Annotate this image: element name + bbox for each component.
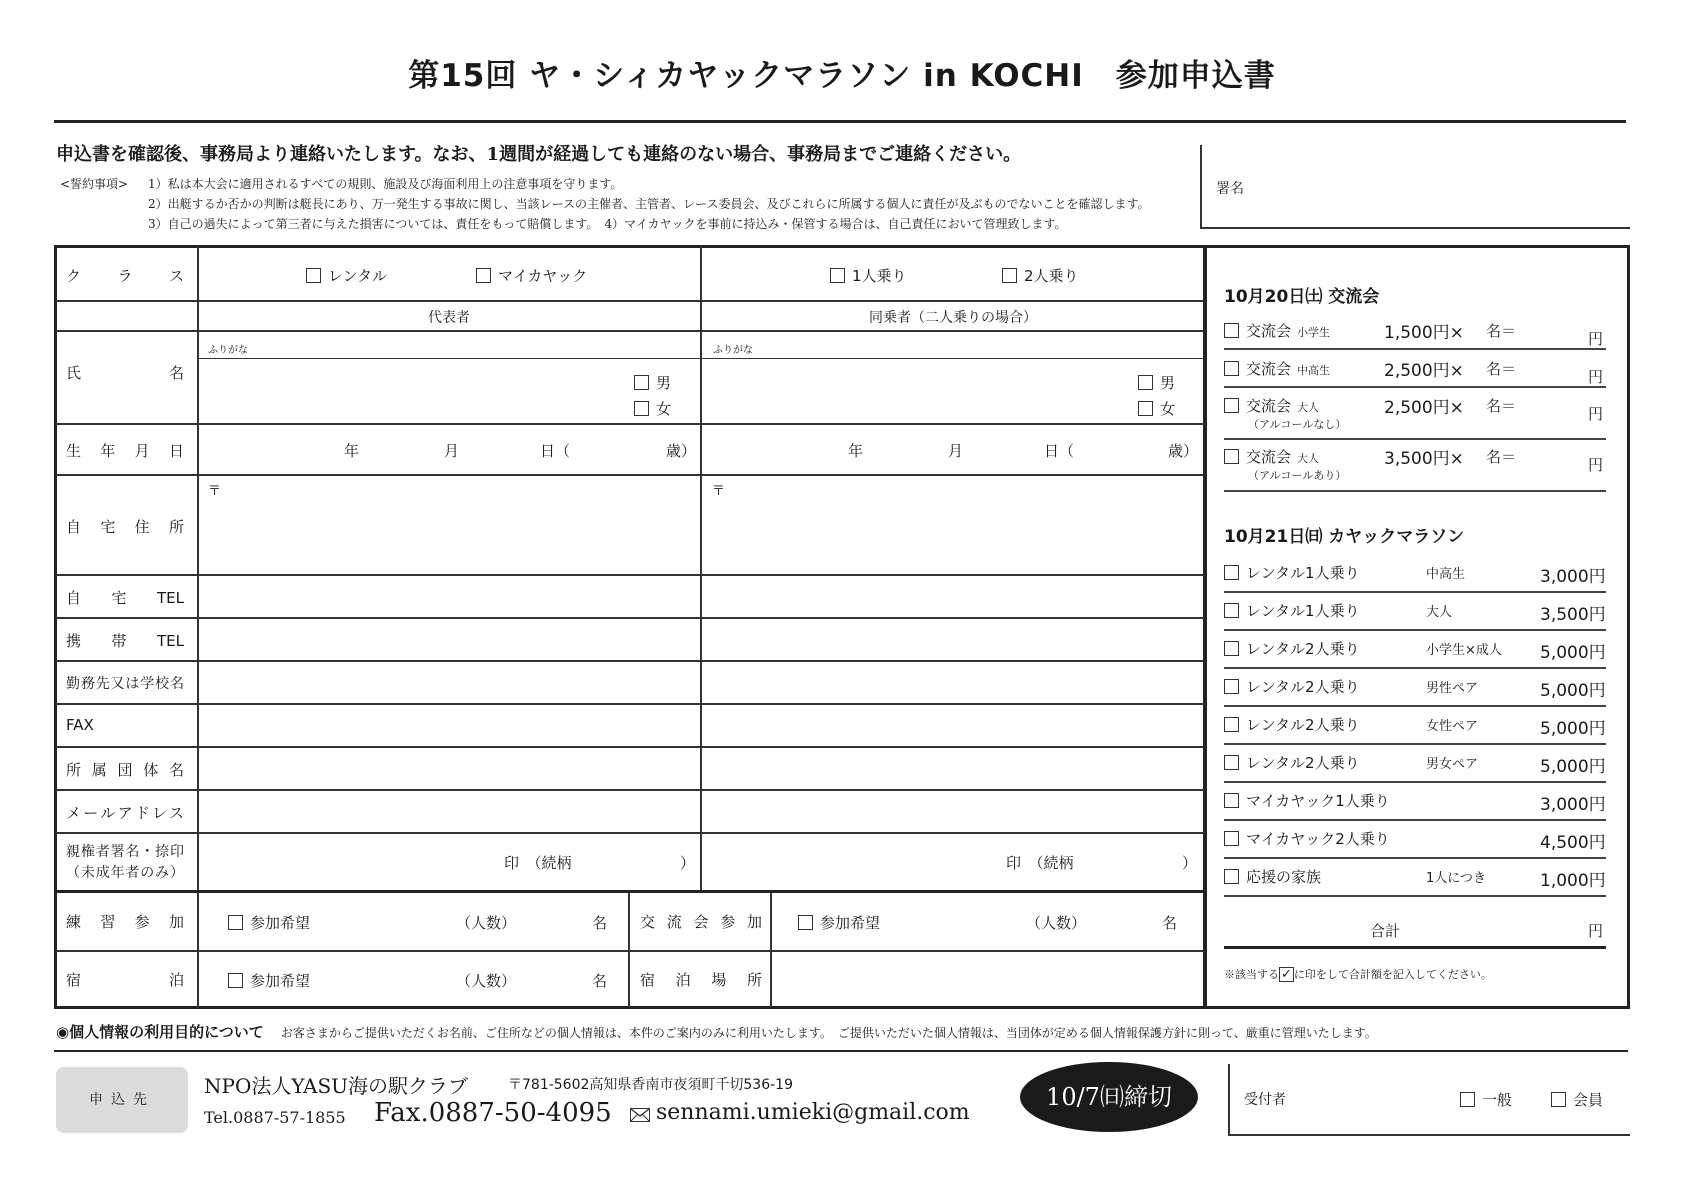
guardian-sublabel: （未成年者のみ） <box>66 865 184 881</box>
row-line <box>56 746 1204 748</box>
guardian-label: 親権者署名・捺印 <box>66 844 184 860</box>
item-count: 名＝ <box>1486 360 1517 378</box>
checkbox[interactable] <box>1224 361 1239 376</box>
title-rule <box>54 120 1626 123</box>
day2-title: 10月21日㈰ カヤックマラソン <box>1224 527 1465 547</box>
headcount-label: （人数） <box>456 914 517 932</box>
item-price: 2,500円× <box>1384 398 1464 418</box>
item-rule <box>1224 819 1606 821</box>
checkbox[interactable] <box>228 915 243 930</box>
checkbox[interactable] <box>1224 831 1239 846</box>
item-label: レンタル1人乗り <box>1246 564 1360 582</box>
item-label: レンタル2人乗り <box>1246 716 1360 734</box>
row-line <box>56 950 1204 952</box>
furigana-line <box>198 358 1204 359</box>
item-label: レンタル2人乗り <box>1246 754 1360 772</box>
postal-mark: 〒 <box>712 484 726 499</box>
item-note: （アルコールなし） <box>1248 418 1347 431</box>
item-rule <box>1224 348 1606 350</box>
item-name[interactable] <box>1224 562 1360 583</box>
checkbox[interactable] <box>1224 869 1239 884</box>
checkbox[interactable] <box>1138 375 1153 390</box>
checkbox[interactable] <box>1224 641 1239 656</box>
item-price: 1,500円× <box>1384 323 1464 343</box>
page-title: 第15回 ヤ・シィカヤックマラソン in KOCHI 参加申込書 <box>408 58 1276 94</box>
deadline-badge: 10/7㈰締切 <box>1020 1062 1198 1132</box>
option-label: マイカヤック <box>498 267 588 285</box>
birth-month: 月 <box>444 442 460 460</box>
item-category: 小学生×成人 <box>1426 643 1502 658</box>
item-name[interactable] <box>1224 358 1330 379</box>
birthdate-label: 生年月日 <box>66 442 184 460</box>
item-name[interactable] <box>1224 446 1319 467</box>
row-line <box>56 423 1204 425</box>
row-line <box>56 617 1204 619</box>
email-address[interactable]: sennami.umieki@gmail.com <box>656 1100 970 1125</box>
class-option-rental[interactable] <box>306 265 387 286</box>
work-school-label: 勤務先又は学校名 <box>66 676 184 692</box>
item-label: レンタル1人乗り <box>1246 602 1360 620</box>
apply-to-label: 申込先 <box>56 1067 188 1133</box>
item-label: 交流会 <box>1246 360 1292 378</box>
checkbox[interactable] <box>798 915 813 930</box>
check-mark-icon: ✓ <box>1281 967 1292 982</box>
exchange-participate-option[interactable] <box>798 912 880 933</box>
birth-month: 月 <box>948 442 964 460</box>
receiver-label: 受付者 <box>1244 1092 1286 1108</box>
item-price: 3,500円× <box>1384 449 1464 469</box>
checkbox[interactable] <box>1224 449 1239 464</box>
item-label: 交流会 <box>1246 322 1292 340</box>
privacy-text: お客さまからご提供いただくお名前、ご住所などの個人情報は、本件のご案内のみに利用いたします。 ご提供いただいた個人情報は、当団体が定める個人情報保護方針に則って、厳重に管理いたします。 <box>280 1026 1377 1040</box>
day1-title: 10月20日㈯ 交流会 <box>1224 287 1380 307</box>
checkbox[interactable] <box>634 401 649 416</box>
item-label: 交流会 <box>1246 397 1292 415</box>
checkbox[interactable] <box>830 268 845 283</box>
checkbox[interactable] <box>1224 323 1239 338</box>
item-name[interactable] <box>1224 790 1390 811</box>
item-name[interactable] <box>1224 638 1360 659</box>
ride-option-double[interactable] <box>1002 265 1079 286</box>
row-line <box>56 300 1204 302</box>
pledge-2: 2）出艇するか否かの判断は艇長にあり、万一発生する事故に関し、当該レースの主催者、主管者、レース委員会、及びこれらに所属する個人に責任が及ぶものでないことを確認します。 <box>148 197 1150 211</box>
item-rule <box>1224 386 1606 388</box>
privacy-title: ◉個人情報の利用目的について <box>56 1023 264 1041</box>
checkbox[interactable] <box>228 973 243 988</box>
seal-close: ） <box>1182 854 1198 872</box>
birth-day: 日（ <box>1044 442 1075 460</box>
item-price: 2,500円× <box>1384 361 1464 381</box>
companion-header: 同乗者（二人乗りの場合） <box>869 310 1037 326</box>
item-name[interactable] <box>1224 395 1319 416</box>
item-sub: 中高生 <box>1297 364 1331 377</box>
item-category: 男女ペア <box>1426 757 1479 772</box>
row-line <box>56 474 1204 476</box>
item-name[interactable] <box>1224 676 1360 697</box>
row-line <box>56 330 1204 332</box>
application-form <box>54 245 1206 1009</box>
item-label: レンタル2人乗り <box>1246 678 1360 696</box>
item-count: 名＝ <box>1486 322 1517 340</box>
option-label: 参加希望 <box>250 972 311 990</box>
checkbox[interactable] <box>1224 565 1239 580</box>
checkbox[interactable] <box>476 268 491 283</box>
address-label: 自宅住所 <box>66 518 184 536</box>
item-rule <box>1224 591 1606 593</box>
row-line <box>56 574 1204 576</box>
item-rule <box>1224 781 1606 783</box>
row-line <box>56 660 1204 662</box>
privacy-section <box>56 1021 1377 1042</box>
furigana-label: ふりがな <box>208 345 248 356</box>
persons-unit: 名 <box>592 972 608 990</box>
seal-relation: 印 （続柄 <box>504 854 572 872</box>
member-option[interactable] <box>1551 1089 1603 1110</box>
item-price: 5,000円 <box>1540 643 1606 663</box>
headcount-label: （人数） <box>1026 914 1087 932</box>
item-price: 3,000円 <box>1540 795 1606 815</box>
checkbox[interactable] <box>1224 603 1239 618</box>
item-count: 名＝ <box>1486 448 1517 466</box>
option-label: 男 <box>656 374 672 392</box>
option-label: 女 <box>1160 400 1176 418</box>
option-label: 1人乗り <box>852 267 907 285</box>
pledge-3: 3）自己の過失によって第三者に与えた損害については、責任をもって賠償します。 4）マイカヤックを事前に持込み・保管する場合は、自己責任において管理致します。 <box>148 217 1067 231</box>
birth-day: 日（ <box>540 442 571 460</box>
item-price: 5,000円 <box>1540 719 1606 739</box>
item-name[interactable] <box>1224 752 1360 773</box>
item-note: （アルコールあり） <box>1248 469 1347 482</box>
item-count: 名＝ <box>1486 397 1517 415</box>
checkbox[interactable] <box>1224 398 1239 413</box>
item-category: 大人 <box>1426 605 1453 620</box>
check-note <box>1224 966 1492 982</box>
home-tel-label: 自宅TEL <box>66 589 184 607</box>
checkbox[interactable] <box>1224 793 1239 808</box>
checkbox[interactable] <box>306 268 321 283</box>
item-sub: 大人 <box>1297 452 1320 465</box>
item-name[interactable] <box>1224 320 1330 341</box>
row-line <box>56 832 1204 834</box>
item-label: 応援の家族 <box>1246 868 1322 886</box>
option-label: 参加希望 <box>820 914 881 932</box>
item-yen: 円 <box>1588 405 1604 423</box>
item-sub: 小学生 <box>1297 326 1331 339</box>
checkbox[interactable] <box>1460 1092 1475 1107</box>
headcount-label: （人数） <box>456 972 517 990</box>
item-price: 1,000円 <box>1540 871 1606 891</box>
item-name[interactable] <box>1224 714 1360 735</box>
row-line <box>56 890 1204 893</box>
item-yen: 円 <box>1588 456 1604 474</box>
note-text: ※該当する <box>1224 968 1279 981</box>
gender-female-option[interactable] <box>1138 398 1175 419</box>
tel-number: Tel.0887-57-1855 <box>204 1108 346 1127</box>
item-rule <box>1224 629 1606 631</box>
rep-companion-divider <box>700 246 702 892</box>
gender-female-option[interactable] <box>634 398 671 419</box>
item-label: レンタル2人乗り <box>1246 640 1360 658</box>
item-price: 3,500円 <box>1540 605 1606 625</box>
item-category: 女性ペア <box>1426 719 1479 734</box>
total-rule <box>1224 946 1606 949</box>
item-label: 交流会 <box>1246 448 1292 466</box>
organization-address: 〒781-5602高知県香南市夜須町千切536-19 <box>508 1077 793 1093</box>
item-name[interactable] <box>1224 600 1360 621</box>
item-rule <box>1224 490 1606 492</box>
birth-year: 年 <box>344 442 360 460</box>
row-line <box>56 703 1204 705</box>
checkbox[interactable] <box>1551 1092 1566 1107</box>
item-price: 4,500円 <box>1540 833 1606 853</box>
postal-mark: 〒 <box>208 484 222 499</box>
item-rule <box>1224 895 1606 897</box>
practice-participate-option[interactable] <box>228 912 310 933</box>
class-label: ク ラ ス <box>66 267 184 285</box>
item-price: 5,000円 <box>1540 681 1606 701</box>
item-label: マイカヤック1人乗り <box>1246 792 1390 810</box>
seal-relation: 印 （続柄 <box>1006 854 1074 872</box>
gender-male-option[interactable] <box>634 372 671 393</box>
item-price: 3,000円 <box>1540 567 1606 587</box>
label-column-divider <box>197 246 199 1008</box>
checkbox[interactable] <box>1224 755 1239 770</box>
item-rule <box>1224 705 1606 707</box>
stay-label: 宿泊 <box>66 971 184 989</box>
birth-year: 年 <box>848 442 864 460</box>
item-category: 男性ペア <box>1426 681 1479 696</box>
exchange-participation-label: 交流会参加 <box>640 913 762 931</box>
class-option-mykayak[interactable] <box>476 265 587 286</box>
option-label: 参加希望 <box>250 914 311 932</box>
item-rule <box>1224 743 1606 745</box>
checkbox[interactable] <box>1224 679 1239 694</box>
item-yen: 円 <box>1588 330 1604 348</box>
representative-header: 代表者 <box>428 310 470 326</box>
furigana-label: ふりがな <box>713 345 753 356</box>
signature-label: 署名 <box>1216 181 1244 197</box>
privacy-rule <box>54 1050 1628 1052</box>
mail-icon <box>630 1108 650 1122</box>
checkbox[interactable] <box>634 375 649 390</box>
item-rule <box>1224 857 1606 859</box>
total-label: 合計 <box>1370 922 1401 940</box>
name-label: 氏 名 <box>66 364 184 382</box>
item-yen: 円 <box>1588 368 1604 386</box>
practice-label: 練習参加 <box>66 913 184 931</box>
option-label: 男 <box>1160 374 1176 392</box>
option-label: 女 <box>656 400 672 418</box>
organization-name: NPO法人YASU海の駅クラブ <box>204 1074 469 1098</box>
item-name[interactable] <box>1224 866 1321 887</box>
pledge-1: 1）私は本大会に適用されるすべての規則、施設及び海面利用上の注意事項を守ります。 <box>148 177 623 191</box>
note-text: に印をして合計額を記入してください。 <box>1293 968 1492 981</box>
item-label: マイカヤック2人乗り <box>1246 830 1390 848</box>
mobile-tel-label: 携帯TEL <box>66 632 184 650</box>
fax-label: FAX <box>66 716 94 734</box>
item-rule <box>1224 438 1606 440</box>
item-rule <box>1224 667 1606 669</box>
persons-unit: 名 <box>1162 914 1178 932</box>
email-label: メールアドレス <box>66 804 184 822</box>
checkbox[interactable] <box>1002 268 1017 283</box>
item-category: 1人につき <box>1426 871 1487 886</box>
item-sub: 大人 <box>1297 401 1320 414</box>
option-label: 会員 <box>1573 1091 1604 1109</box>
ride-option-single[interactable] <box>830 265 907 286</box>
pledge-label: <誓約事項> <box>60 177 129 191</box>
signature-box[interactable] <box>1200 145 1630 229</box>
option-label: 2人乗り <box>1024 267 1079 285</box>
birth-age: 歳） <box>666 442 697 460</box>
group-label: 所属団体名 <box>66 761 184 779</box>
row-line <box>56 789 1204 791</box>
item-price: 5,000円 <box>1540 757 1606 777</box>
checkbox[interactable] <box>1138 401 1153 416</box>
option-label: 一般 <box>1482 1091 1513 1109</box>
item-category: 中高生 <box>1426 567 1466 582</box>
general-option[interactable] <box>1460 1089 1512 1110</box>
option-label: レンタル <box>328 267 388 285</box>
stay-participate-option[interactable] <box>228 970 310 991</box>
persons-unit: 名 <box>592 914 608 932</box>
checkbox[interactable] <box>1224 717 1239 732</box>
stay-place-label: 宿泊場所 <box>640 971 762 989</box>
fax-number: Fax.0887-50-4095 <box>374 1098 612 1128</box>
total-yen: 円 <box>1588 922 1604 940</box>
item-name[interactable] <box>1224 828 1390 849</box>
notice-text: 申込書を確認後、事務局より連絡いたします。なお、1週間が経過しても連絡のない場合、事務局までご連絡ください。 <box>56 144 1022 165</box>
birth-age: 歳） <box>1168 442 1199 460</box>
gender-male-option[interactable] <box>1138 372 1175 393</box>
seal-close: ） <box>680 854 696 872</box>
